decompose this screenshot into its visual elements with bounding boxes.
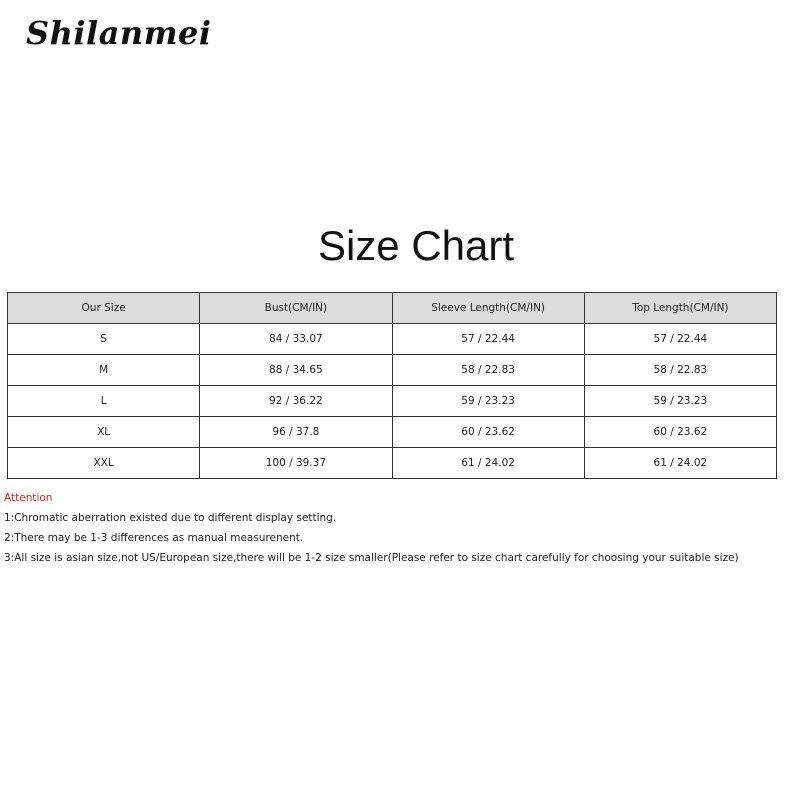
cell-top-length: 57 / 22.44 bbox=[584, 324, 776, 355]
header-row bbox=[8, 293, 777, 324]
cell-top-length: 60 / 23.62 bbox=[584, 417, 776, 448]
note-item: 1:Chromatic aberration existed due to different display setting. bbox=[4, 512, 337, 524]
column-header-size: Our Size bbox=[8, 293, 200, 324]
cell-sleeve-length: 58 / 22.83 bbox=[392, 355, 584, 386]
attention-label: Attention bbox=[4, 492, 53, 504]
note-item: 3:All size is asian size,not US/European size,there will be 1-2 size smaller(Please refer to size chart carefully for choosing your suitable size) bbox=[4, 552, 739, 564]
cell-size: M bbox=[8, 355, 200, 386]
table-header bbox=[8, 293, 777, 324]
table-row bbox=[8, 355, 777, 386]
size-chart-table bbox=[7, 292, 777, 479]
column-header-top-length: Top Length(CM/IN) bbox=[584, 293, 776, 324]
cell-size: XXL bbox=[8, 448, 200, 479]
cell-bust: 88 / 34.65 bbox=[200, 355, 392, 386]
column-header-bust: Bust(CM/IN) bbox=[200, 293, 392, 324]
cell-size: S bbox=[8, 324, 200, 355]
note-item: 2:There may be 1-3 differences as manual measurenent. bbox=[4, 532, 304, 544]
cell-top-length: 59 / 23.23 bbox=[584, 386, 776, 417]
cell-bust: 84 / 33.07 bbox=[200, 324, 392, 355]
cell-size: L bbox=[8, 386, 200, 417]
cell-sleeve-length: 60 / 23.62 bbox=[392, 417, 584, 448]
cell-bust: 96 / 37.8 bbox=[200, 417, 392, 448]
table-row bbox=[8, 324, 777, 355]
table-body bbox=[8, 324, 777, 479]
brand-logo: Shilanmei bbox=[26, 14, 212, 52]
cell-sleeve-length: 57 / 22.44 bbox=[392, 324, 584, 355]
cell-top-length: 58 / 22.83 bbox=[584, 355, 776, 386]
page-title: Size Chart bbox=[317, 222, 515, 269]
table-row bbox=[8, 448, 777, 479]
table-row bbox=[8, 417, 777, 448]
table-row bbox=[8, 386, 777, 417]
column-header-sleeve-length: Sleeve Length(CM/IN) bbox=[392, 293, 584, 324]
attention-notes bbox=[4, 488, 796, 568]
cell-bust: 100 / 39.37 bbox=[200, 448, 392, 479]
cell-top-length: 61 / 24.02 bbox=[584, 448, 776, 479]
cell-sleeve-length: 61 / 24.02 bbox=[392, 448, 584, 479]
cell-sleeve-length: 59 / 23.23 bbox=[392, 386, 584, 417]
cell-size: XL bbox=[8, 417, 200, 448]
cell-bust: 92 / 36.22 bbox=[200, 386, 392, 417]
